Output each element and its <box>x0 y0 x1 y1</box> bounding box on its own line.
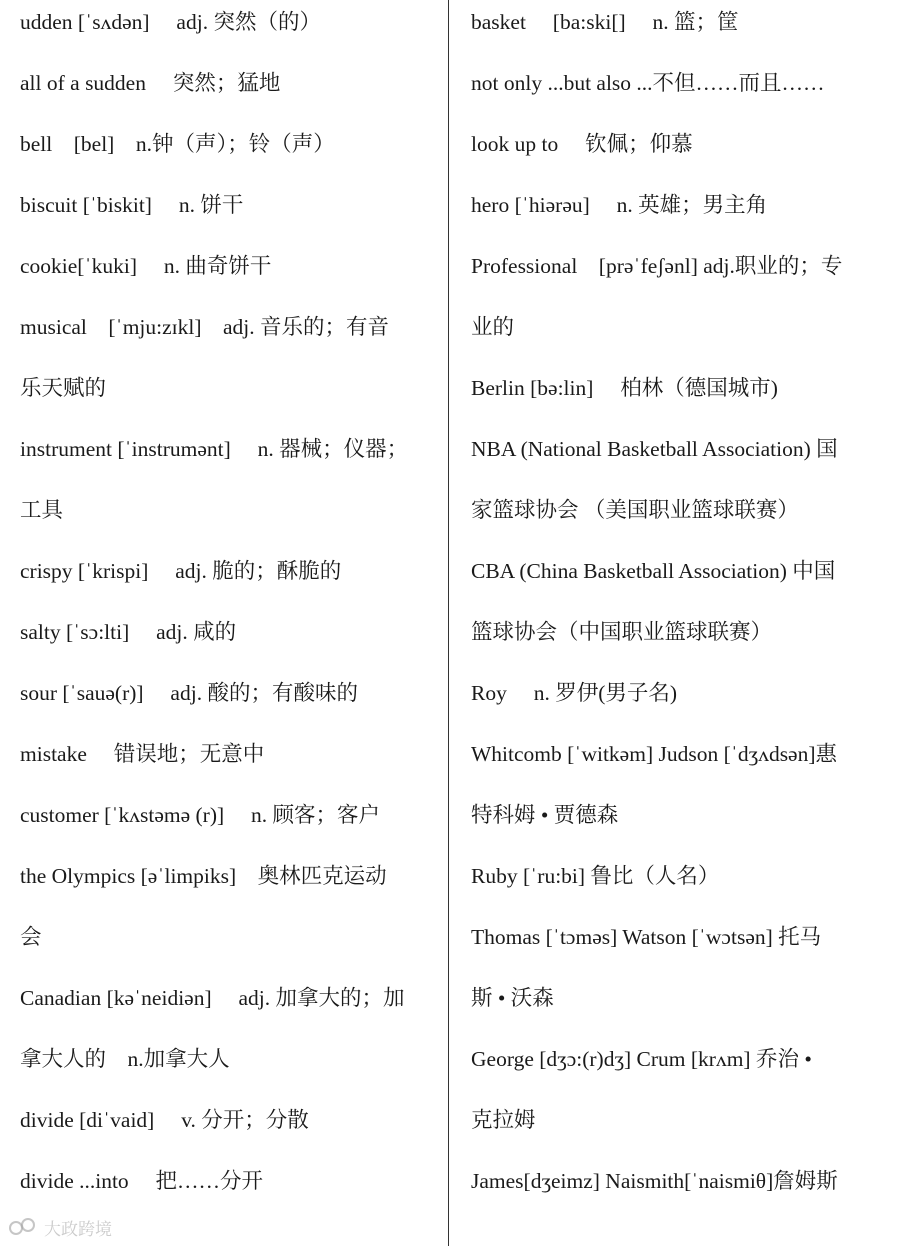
vocab-line: Canadian [kəˈneidiən] adj. 加拿大的；加 <box>20 986 405 1010</box>
vocab-line: Professional [prəˈfeʃənl] adj.职业的；专 <box>471 254 843 278</box>
vocab-line: salty [ˈsɔ:lti] adj. 咸的 <box>20 620 237 644</box>
watermark-text: 大政跨境 <box>44 1219 112 1240</box>
vocab-line: cookie[ˈkuki] n. 曲奇饼干 <box>20 254 272 278</box>
vocab-line: Thomas [ˈtɔməs] Watson [ˈwɔtsən] 托马 <box>471 925 822 949</box>
vocab-line: basket [ba:ski[] n. 篮；筐 <box>471 10 739 34</box>
vocab-line: bell [bel] n.钟（声）；铃（声） <box>20 132 335 156</box>
vocab-line: 业的 <box>471 315 515 339</box>
vocab-line: not only ...but also ...不但……而且…… <box>471 71 825 95</box>
vocab-line: crispy [ˈkrispi] adj. 脆的；酥脆的 <box>20 559 342 583</box>
vocab-line: sour [ˈsauə(r)] adj. 酸的；有酸味的 <box>20 681 358 705</box>
watermark <box>8 1214 112 1240</box>
vocab-line: 拿大人的 n.加拿大人 <box>20 1047 230 1071</box>
vocab-line: divide [diˈvaid] v. 分开；分散 <box>20 1108 309 1132</box>
vocab-line: instrument [ˈinstrumənt] n. 器械；仪器； <box>20 437 409 461</box>
vocab-line: 斯 • 沃森 <box>471 986 554 1010</box>
vocab-line: Whitcomb [ˈwitkəm] Judson [ˈdʒʌdsən]惠 <box>471 742 838 766</box>
vocab-line: CBA (China Basketball Association) 中国 <box>471 559 836 583</box>
vocab-line: customer [ˈkʌstəmə (r)] n. 顾客；客户 <box>20 803 381 827</box>
logo-icon <box>8 1216 38 1238</box>
vocab-line: Ruby [ˈru:bi] 鲁比（人名） <box>471 864 720 888</box>
right-column <box>471 0 891 1246</box>
vocab-line: 篮球协会（中国职业篮球联赛） <box>471 620 773 644</box>
vocab-line: look up to 钦佩；仰慕 <box>471 132 693 156</box>
vocab-line: divide ...into 把……分开 <box>20 1169 264 1193</box>
vocab-line: 家篮球协会 （美国职业篮球联赛） <box>471 498 799 522</box>
vocab-line: hero [ˈhiərəu] n. 英雄；男主角 <box>471 193 768 217</box>
vocab-line: mistake 错误地；无意中 <box>20 742 265 766</box>
vocab-line: udden [ˈsʌdən] adj. 突然（的） <box>20 10 321 34</box>
vocab-line: biscuit [ˈbiskit] n. 饼干 <box>20 193 244 217</box>
column-divider <box>448 0 449 1246</box>
vocab-line: 特科姆 • 贾德森 <box>471 803 619 827</box>
vocab-line: Berlin [bə:lin] 柏林（德国城市) <box>471 376 778 400</box>
vocab-line: George [dʒɔ:(r)dʒ] Crum [krʌm] 乔治 • <box>471 1047 812 1071</box>
vocab-line: musical [ˈmju:zɪkl] adj. 音乐的；有音 <box>20 315 390 339</box>
vocab-line: James[dʒeimz] Naismith[ˈnaismiθ]詹姆斯 <box>471 1169 838 1193</box>
vocab-line: NBA (National Basketball Association) 国 <box>471 437 838 461</box>
vocab-line: 会 <box>20 925 42 949</box>
vocab-line: 克拉姆 <box>471 1108 536 1132</box>
vocab-line: the Olympics [əˈlimpiks] 奥林匹克运动 <box>20 864 387 888</box>
vocab-line: all of a sudden 突然；猛地 <box>20 71 281 95</box>
vocab-line: 工具 <box>20 498 64 522</box>
vocab-line: Roy n. 罗伊(男子名) <box>471 681 678 705</box>
left-column <box>20 0 440 1246</box>
vocab-line: 乐天赋的 <box>20 376 107 400</box>
